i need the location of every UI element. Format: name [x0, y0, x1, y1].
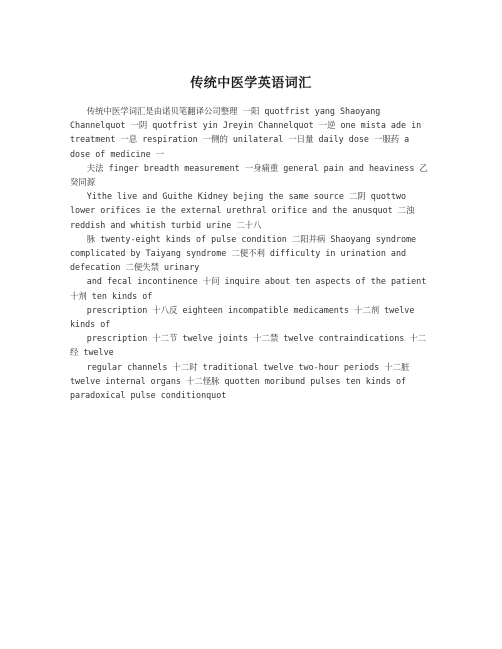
- paragraph: 脉 twenty-eight kinds of pulse condition 二阳并病 Shaoyang syndrome complicated by Taiyang syndrome 二便不利 difficulty in urination and defecation 二便失禁 urinary: [70, 233, 417, 273]
- paragraph: 夫法 finger breadth measurement 一身痛重 general pain and heaviness 乙癸同源: [70, 162, 428, 188]
- paragraph: 传统中医学词汇是由诺贝笔翻译公司整理 一阳 quotfrist yang Shaoyang Channelquot 一阴 quotfrist yin Jreyin Channelquot 一逆 one mista ade in treatment 一息 respiration 一侧的 unilateral 一日量 daily dose 一服药 a dose of medicine 一: [70, 106, 422, 159]
- paragraph: and fecal incontinence 十问 inquire about ten aspects of the patient 十剂 ten kinds of: [70, 276, 427, 301]
- paragraph: regular channels 十二时 traditional twelve two-hour periods 十二脏 twelve internal organs 十二怪脉 quotten moribund pulses ten kinds of paradoxical pulse conditionquot: [70, 361, 410, 401]
- document-title: 传统中医学英语词汇: [190, 76, 312, 91]
- paragraph: Yithe live and Guithe Kidney bejing the same source 二阴 quottwo lower orifices ie the external urethral orifice and the anusquot 二浊 reddish and whitish turbid urine 二十八: [70, 191, 415, 230]
- paragraph: prescription 十八反 eighteen incompatible medicaments 十二剂 twelve kinds of: [70, 304, 415, 330]
- paragraph: prescription 十二节 twelve joints 十二禁 twelve contraindications 十二经 twelve: [70, 333, 427, 358]
- document-body: [70, 104, 432, 402]
